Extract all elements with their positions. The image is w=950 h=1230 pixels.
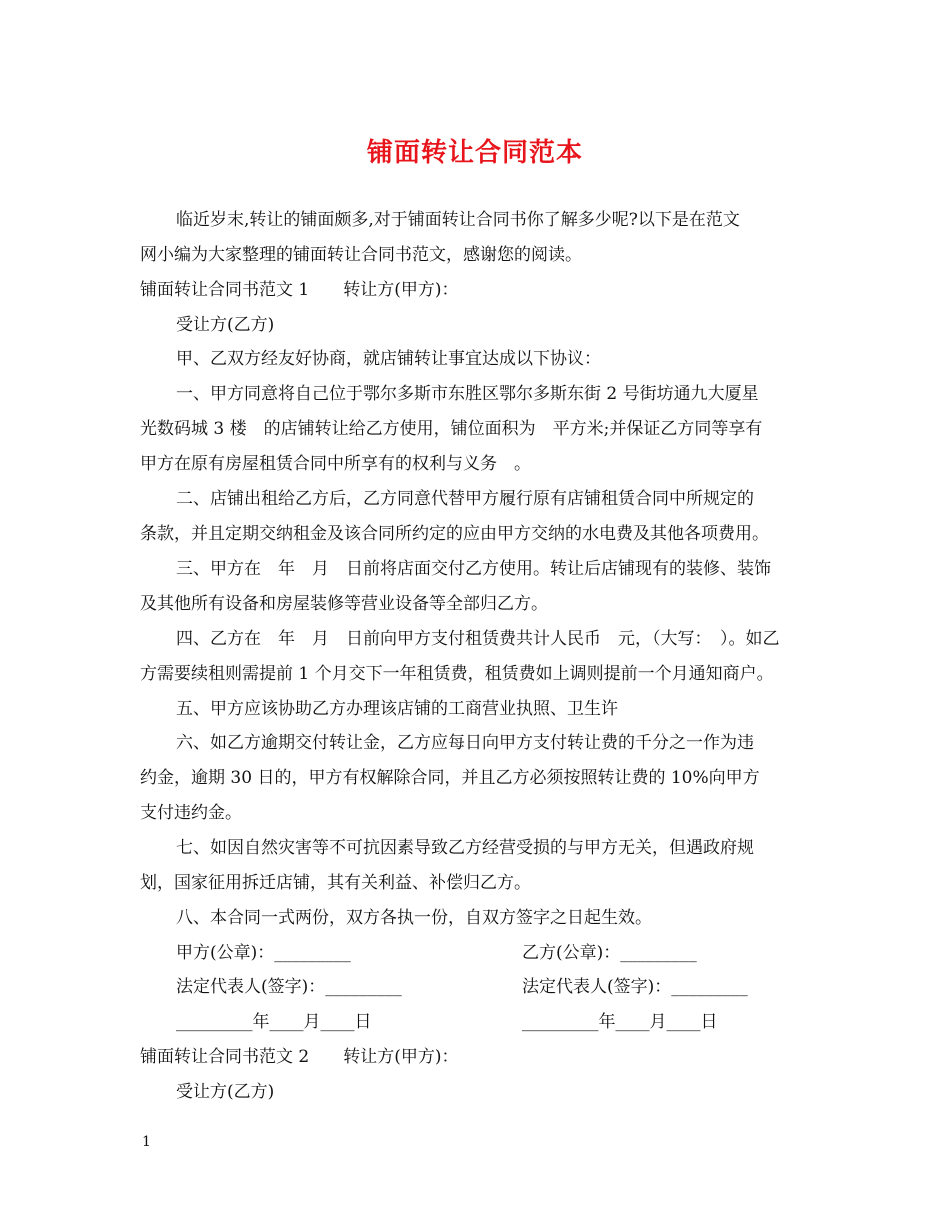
clause-line: 支付违约金。 [140,803,242,823]
clause-line: 条款，并且定期交纳租金及该合同所约定的应由甲方交纳的水电费及其他各项费用。 [140,524,769,544]
page-number: 1 [142,1134,151,1150]
party-a-representative: 法定代表人(签字)：_________ [176,977,402,997]
party-b-seal: 乙方(公章)：_________ [522,943,697,963]
clause-line: 甲方在原有房屋租赁合同中所享有的权利与义务 。 [140,454,531,474]
document-title: 铺面转让合同范本 [366,138,583,168]
clause-line: 四、乙方在 年 月 日前向甲方支付租赁费共计人民币 元，（大写： ）。如乙 [176,629,780,649]
clause-line: 二、店铺出租给乙方后，乙方同意代替甲方履行原有店铺租赁合同中所规定的 [176,489,754,509]
party-b-representative: 法定代表人(签字)：_________ [522,977,748,997]
clause-line: 方需要续租则需提前 1 个月交下一年租赁费，租赁费如上调则提前一个月通知商户。 [140,664,774,684]
clause-line: 六、如乙方逾期交付转让金，乙方应每日向甲方支付转让费的千分之一作为违 [176,733,754,753]
paragraph-line: 甲、乙双方经友好协商，就店铺转让事宜达成以下协议： [176,349,601,369]
section-2-heading: 铺面转让合同书范文 2 转让方(甲方)： [140,1047,459,1067]
clause-line: 及其他所有设备和房屋装修等营业设备等全部归乙方。 [140,594,548,614]
clause-line: 光数码城 3 楼 的店铺转让给乙方使用，铺位面积为 平方米;并保证乙方同等享有 [140,419,763,439]
clause-line: 七、如因自然灾害等不可抗因素导致乙方经营受损的与甲方无关，但遇政府规 [176,838,754,858]
clause-line: 三、甲方在 年 月 日前将店面交付乙方使用。转让后店铺现有的装修、装饰 [176,559,771,579]
paragraph-line: 临近岁末,转让的铺面颇多,对于铺面转让合同书你了解多少呢?以下是在范文 [176,210,740,230]
clause-line: 八、本合同一式两份，双方各执一份，自双方签字之日起生效。 [176,908,652,928]
party-a-date: _________年____月____日 [176,1012,372,1032]
party-a-seal: 甲方(公章)：_________ [176,943,351,963]
paragraph-line: 受让方(乙方) [176,315,275,335]
clause-line: 一、甲方同意将自己位于鄂尔多斯市东胜区鄂尔多斯东街 2 号街坊通九大厦星 [176,384,759,404]
clause-line: 划，国家征用拆迁店铺，其有关利益、补偿归乙方。 [140,873,531,893]
section-heading: 铺面转让合同书范文 1 转让方(甲方)： [140,280,459,300]
clause-line: 约金，逾期 30 日的，甲方有权解除合同，并且乙方必须按照转让费的 10%向甲方 [140,768,760,788]
paragraph-line: 网小编为大家整理的铺面转让合同书范文，感谢您的阅读。 [140,245,582,265]
section-2-assignee: 受让方(乙方) [176,1082,275,1102]
clause-line: 五、甲方应该协助乙方办理该店铺的工商营业执照、卫生许 [176,699,618,719]
party-b-date: _________年____月____日 [522,1012,718,1032]
